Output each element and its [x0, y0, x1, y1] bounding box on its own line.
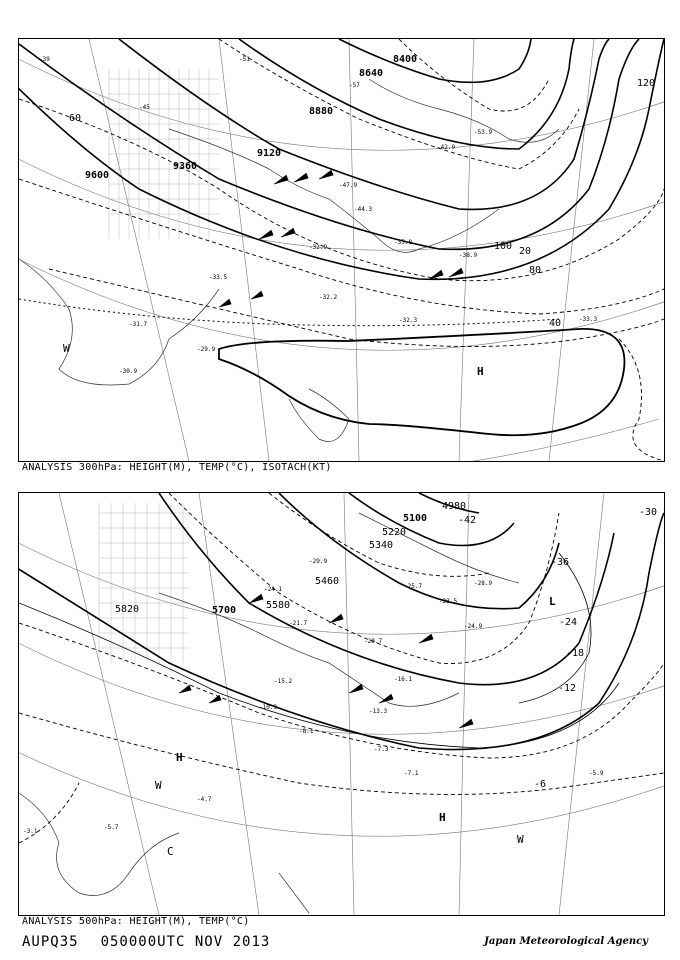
temp-sample: -32.2	[319, 294, 338, 301]
isotherm-label--30: -30	[639, 507, 658, 518]
isotherm-label--12: -12	[558, 683, 577, 694]
temp-sample: -53.9	[474, 129, 493, 136]
caption-500hpa: ANALYSIS 500hPa: HEIGHT(M), TEMP(°C)	[22, 916, 250, 927]
temp-sample: -32.9	[309, 244, 328, 251]
jet-isotach-lines	[19, 299, 559, 326]
height-label-9600: 9600	[85, 170, 110, 181]
warm-center: W	[155, 779, 162, 792]
temp-sample: -24.1	[264, 586, 283, 593]
temp-sample: -5.9	[589, 770, 604, 777]
height-label-5100: 5100	[403, 513, 428, 524]
temp-sample: -30.9	[119, 368, 138, 375]
isotherm-label--24: -24	[559, 617, 578, 628]
caption-300hpa: ANALYSIS 300hPa: HEIGHT(M), TEMP(°C), ISOTACH(KT)	[22, 462, 332, 473]
temp-sample: -10.3	[259, 704, 278, 711]
coastlines	[19, 513, 519, 913]
valid-time: 050000UTC NOV 2013	[100, 934, 271, 950]
isotherm-label--36: -36	[551, 557, 570, 568]
temp-sample: -29.9	[197, 346, 216, 353]
temp-sample: -4.7	[197, 796, 212, 803]
height-label-8640: 8640	[359, 68, 384, 79]
terrain-hatch	[99, 503, 189, 663]
high-pressure-center: H	[477, 365, 484, 378]
temp-sample: -13.3	[369, 708, 388, 715]
temp-sample: -7.3	[374, 746, 389, 753]
isotach-label-20: 20	[519, 246, 532, 257]
isotherm-label--6: -6	[534, 779, 547, 790]
isotach-label-60: 60	[69, 113, 82, 124]
map-panel-500hpa	[18, 492, 665, 916]
temp-sample: -24.9	[464, 623, 483, 630]
cold-center: C	[167, 845, 174, 858]
agency-label: Japan Meteorological Agency	[484, 936, 648, 947]
warm-center: W	[517, 833, 524, 846]
temp-sample: -31.7	[129, 321, 148, 328]
temp-sample: -25.7	[404, 583, 423, 590]
temp-sample: -29.9	[309, 558, 328, 565]
temp-sample: -7.1	[404, 770, 419, 777]
height-label-5220: 5220	[382, 527, 407, 538]
isotach-label-40: 40	[549, 318, 562, 329]
temp-sample: -33.3	[579, 316, 598, 323]
isotach-label-100: 100	[494, 241, 513, 252]
temp-sample: -8.1	[299, 728, 314, 735]
chart-footer	[22, 934, 292, 950]
temp-sample: -35.8	[394, 239, 413, 246]
height-label-5460: 5460	[315, 576, 340, 587]
high-pressure-center: H	[439, 811, 446, 824]
height-label-9360: 9360	[173, 161, 198, 172]
temp-sample: -33.5	[209, 274, 228, 281]
temp-sample: -57	[349, 82, 360, 89]
height-label-5340: 5340	[369, 540, 394, 551]
height-contours	[19, 39, 664, 279]
height-label-9120: 9120	[257, 148, 282, 159]
isotherm-label--42: -42	[458, 515, 477, 526]
height-label-5580: 5580	[266, 600, 291, 611]
temp-sample: -23.5	[439, 598, 458, 605]
height-label-8880: 8880	[309, 106, 334, 117]
temp-sample: -47.9	[339, 182, 358, 189]
warm-center: W	[63, 342, 70, 355]
isotach-label-120: 120	[637, 78, 656, 89]
terrain-hatch	[109, 69, 219, 239]
temp-sample: -5.7	[104, 824, 119, 831]
temp-sample: -16.1	[394, 676, 413, 683]
low-pressure-center: L	[549, 595, 556, 608]
high-pressure-center: H	[176, 751, 183, 764]
height-label-5700: 5700	[212, 605, 237, 616]
height-label-4980: 4980	[442, 501, 467, 512]
chart-code: AUPQ35	[22, 934, 79, 950]
map-500hpa-svg	[19, 493, 664, 915]
temp-sample: -21.7	[289, 620, 308, 627]
map-300hpa-svg	[19, 39, 664, 461]
temp-sample: -32.3	[399, 317, 418, 324]
temp-sample: -51	[239, 56, 250, 63]
temp-sample: -28.9	[474, 580, 493, 587]
temp-sample: -15.2	[274, 678, 293, 685]
temp-sample: -45	[139, 104, 150, 111]
temp-sample: -42.9	[437, 144, 456, 151]
temp-sample: -38.9	[459, 252, 478, 259]
height-label-8400: 8400	[393, 54, 418, 65]
isotherm-label--18: -18	[566, 648, 585, 659]
temp-sample: -39	[39, 56, 50, 63]
temp-sample: -3.1	[23, 828, 38, 835]
map-panel-300hpa	[18, 38, 665, 462]
temp-sample: -44.3	[354, 206, 373, 213]
temp-sample: -20.7	[364, 638, 383, 645]
isotach-label-80: 80	[529, 265, 542, 276]
height-label-5820: 5820	[115, 604, 140, 615]
